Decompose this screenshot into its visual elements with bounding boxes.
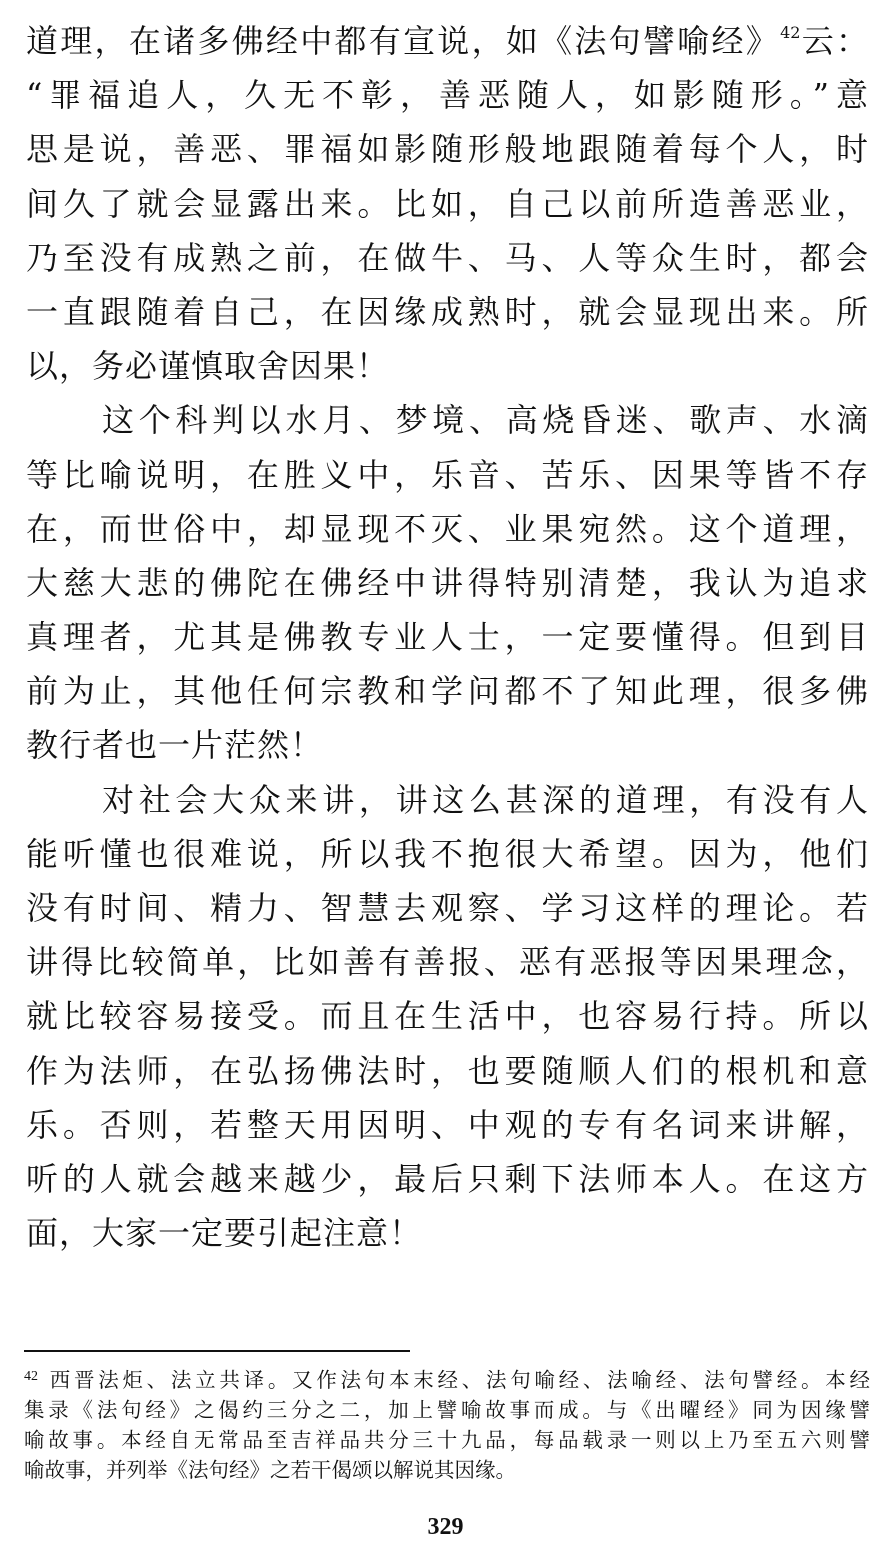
text-line: 等比喻说明，在胜义中，乐音、苦乐、因果等皆不存 [26, 455, 869, 494]
text-line: 乐。否则，若整天用因明、中观的专有名词来讲解， [26, 1105, 869, 1144]
body-text [26, 14, 869, 1260]
text-line: 面，大家一定要引起注意！ [26, 1214, 423, 1253]
text-line: 以，务必谨慎取舍因果！ [26, 347, 390, 386]
footnote-line-1 [24, 1366, 870, 1396]
text-line: 前为止，其他任何宗教和学问都不了知此理，很多佛 [26, 672, 869, 711]
footnote [24, 1366, 870, 1486]
footnote-line: 喻故事，并列举《法句经》之若干偈颂以解说其因缘。 [24, 1460, 516, 1482]
text-line: 听的人就会越来越少，最后只剩下法师本人。在这方 [26, 1159, 869, 1198]
text-line: 能听懂也很难说，所以我不抱很大希望。因为，他们 [26, 834, 869, 873]
footnote-reference[interactable]: 42 [780, 23, 801, 42]
text-line-1 [26, 14, 869, 68]
text-line: 讲得比较简单，比如善有善报、恶有恶报等因果理念， [26, 943, 869, 982]
footnote-line: 集录《法句经》之偈约三分之二，加上譬喻故事而成。与《出曜经》同为因缘譬 [24, 1400, 870, 1422]
footnote-line: 喻故事。本经自无常品至吉祥品共分三十九品，每品载录一则以上乃至五六则譬 [24, 1430, 870, 1452]
text-line: 这个科判以水月、梦境、高烧昏迷、歌声、水滴 [102, 401, 869, 440]
footnote-divider [24, 1350, 410, 1352]
text-line: 大慈大悲的佛陀在佛经中讲得特别清楚，我认为追求 [26, 563, 869, 602]
footnote-marker: 42 [24, 1369, 38, 1384]
text-line: 作为法师，在弘扬佛法时，也要随顺人们的根机和意 [26, 1051, 869, 1090]
text-line: 没有时间、精力、智慧去观察、学习这样的理论。若 [26, 889, 869, 927]
text-line: 就比较容易接受。而且在生活中，也容易行持。所以 [26, 997, 869, 1036]
text-line-1-end: 云： [800, 22, 869, 60]
text-line: 思是说，善恶、罪福如影随形般地跟随着每个人，时 [26, 130, 869, 169]
text-line: 对社会大众来讲，讲这么甚深的道理，有没有人 [102, 780, 869, 819]
text-line: 乃至没有成熟之前，在做牛、马、人等众生时，都会 [26, 238, 869, 277]
text-line: 教行者也一片茫然！ [26, 726, 324, 765]
page-number: 329 [427, 1514, 464, 1540]
text-line: 一直跟随着自己，在因缘成熟时，就会显现出来。所 [26, 292, 869, 331]
text-line: 在，而世俗中，却显现不灭、业果宛然。这个道理， [26, 509, 869, 548]
footnote-text: 西晋法炬、法立共译。又作法句本末经、法句喻经、法喻经、法句譬经。本经 [46, 1370, 870, 1392]
text-line: “罪福追人，久无不彰，善恶随人，如影随形。”意 [26, 76, 869, 115]
text-line: 间久了就会显露出来。比如，自己以前所造善恶业， [26, 184, 869, 223]
text-line-1-start: 道理，在诸多佛经中都有宣说，如《法句譬喻经》 [26, 22, 781, 60]
text-line: 真理者，尤其是佛教专业人士，一定要懂得。但到目 [26, 618, 869, 657]
